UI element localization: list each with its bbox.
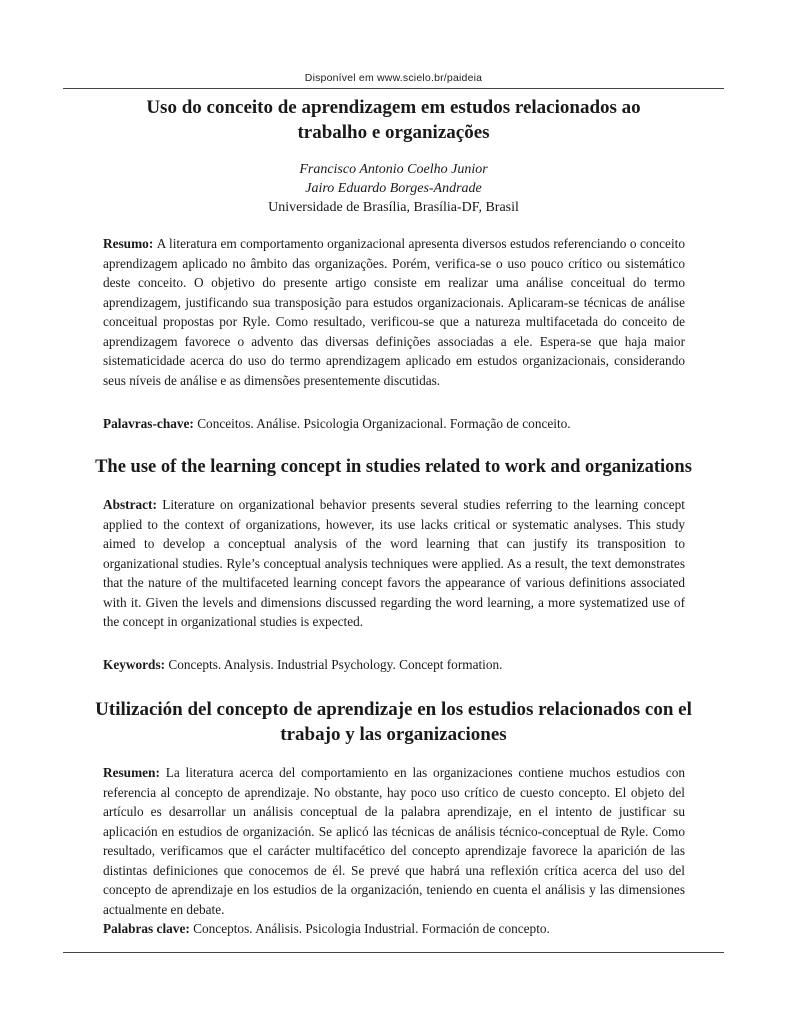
keywords-english: Keywords: Concepts. Analysis. Industrial Psychology. Concept formation. xyxy=(103,657,503,672)
keywords-label: Palavras-chave xyxy=(103,416,190,431)
author-name: Francisco Antonio Coelho Junior xyxy=(299,162,488,177)
header-rule xyxy=(63,88,724,89)
keywords-portuguese: Palavras-chave: Conceitos. Análise. Psicologia Organizacional. Formação de conceito. xyxy=(103,416,571,431)
abstract-text: Literature on organizational behavior presents several studies referring to the learning concept applied to the context of organizations, however, its use lacks critical or systematic analyses. This study aimed to develop a conceptual analysis of the word learning that can justify its transposition to organizational studies. Ryle’s conceptual analysis techniques were applied. As a result, the text demonstrates that the nature of the multifaceted learning concept favors the appearance of various definitions associated with it. Given the levels and dimensions discussed regarding the word learning, a more systematized use of the concept in organizational studies is expected. xyxy=(103,497,685,629)
abstract-portuguese: Resumo: A literatura em comportamento organizacional apresenta diversos estudos referenciando o conceito aprendizagem aplicado no âmbito das organizações. Porém, verifica-se o uso pouco crítico ou sistemático deste conceito. O objetivo do presente artigo consiste em realizar uma análise conceitual do termo aprendizagem, justificando sua transposição para estudos organizacionais. Aplicaram-se técnicas de análise conceitual propostas por Ryle. Como resultado, verificou-se que a natureza multifacetada do conceito de aprendizagem favorece o advento das diversas definições associadas a ele. Espera-se que haja maior sistematicidade acerca do uso do termo aprendizagem aplicado em estudos organizacionais, considerando seus níveis de análise e as dimensões presentemente discutidas. xyxy=(103,236,685,388)
keywords-text: Conceptos. Análisis. Psicologia Industrial. Formación de concepto. xyxy=(193,921,550,936)
abstract-label: Resumen xyxy=(103,765,156,780)
abstract-english: Abstract: Literature on organizational behavior presents several studies referring to the learning concept applied to the context of organizations, however, its use lacks critical or systematic analyses. This study aimed to develop a conceptual analysis of the word learning that can justify its transposition to organizational studies. Ryle’s conceptual analysis techniques were applied. As a result, the text demonstrates that the nature of the multifaceted learning concept favors the appearance of various definitions associated with it. Given the levels and dimensions discussed regarding the word learning, a more systematized use of the concept in organizational studies is expected. xyxy=(103,497,685,629)
abstract-label: Abstract xyxy=(103,497,153,512)
title-spanish: Utilización del concepto de aprendizaje en los estudios relacionados con el trabajo y las organizaciones xyxy=(95,699,692,745)
keywords-label: Keywords xyxy=(103,657,161,672)
author-affiliation: Universidade de Brasília, Brasília-DF, Brasil xyxy=(268,200,519,215)
abstract-text: A literatura em comportamento organizacional apresenta diversos estudos referenciando o conceito aprendizagem aplicado no âmbito das organizações. Porém, verifica-se o uso pouco crítico ou sistemático deste conceito. O objetivo do presente artigo consiste em realizar uma análise conceitual do termo aprendizagem, justificando sua transposição para estudos organizacionais. Aplicaram-se técnicas de análise conceitual propostas por Ryle. Como resultado, verificou-se que a natureza multifacetada do conceito de aprendizagem favorece o advento das diversas definições associadas a ele. Espera-se que haja maior sistematicidade acerca do uso do termo aprendizagem aplicado em estudos organizacionais, considerando seus níveis de análise e as dimensões presentemente discutidas. xyxy=(103,236,685,388)
author-name: Jairo Eduardo Borges-Andrade xyxy=(305,181,482,196)
abstract-text: La literatura acerca del comportamiento en las organizaciones contiene muchos estudios con referencia al concepto de aprendizaje. No obstante, hay poco uso crítico de cuesto concepto. El objeto del artículo es desarrollar un análisis conceptual de la palabra aprendizaje, en el intento de justificar su aplicación en estudios de organización. Se aplicó las técnicas de análisis técnico-conceptual de Ryle. Como resultado, verificamos que el carácter multifacético del concepto aprendizaje favorece la aparición de las distintas definiciones que conocemos de él. Se prevé que habrá una reflexión crítica acerca del uso del concepto de aprendizaje en los estudios de la organización, teniendo en cuenta el análisis y las dimensiones actualmente en debate. xyxy=(103,765,685,917)
running-head: Disponível em www.scielo.br/paideia xyxy=(304,72,483,84)
author-block xyxy=(63,160,724,217)
keywords-spanish: Palabras clave: Conceptos. Análisis. Psicologia Industrial. Formación de concepto. xyxy=(103,921,550,936)
abstract-spanish: Resumen: La literatura acerca del comportamiento en las organizaciones contiene muchos estudios con referencia al concepto de aprendizaje. No obstante, hay poco uso crítico de cuesto concepto. El objeto del artículo es desarrollar un análisis conceptual de la palabra aprendizaje, en el intento de justificar su aplicación en estudios de organización. Se aplicó las técnicas de análisis técnico-conceptual de Ryle. Como resultado, verificamos que el carácter multifacético del concepto aprendizaje favorece la aparición de las distintas definiciones que conocemos de él. Se prevé que habrá una reflexión crítica acerca del uso del concepto de aprendizaje en los estudios de la organización, teniendo en cuenta el análisis y las dimensiones actualmente en debate. xyxy=(103,765,685,917)
keywords-text: Conceitos. Análise. Psicologia Organizacional. Formação de conceito. xyxy=(197,416,571,431)
keywords-text: Concepts. Analysis. Industrial Psychology. Concept formation. xyxy=(168,657,503,672)
keywords-label: Palabras clave xyxy=(103,921,186,936)
title-english: The use of the learning concept in studies related to work and organizations xyxy=(95,457,692,477)
abstract-label: Resumo xyxy=(103,236,149,251)
title-portuguese: Uso do conceito de aprendizagem em estudos relacionados ao trabalho e organizações xyxy=(146,97,641,143)
footer-rule xyxy=(63,952,724,953)
